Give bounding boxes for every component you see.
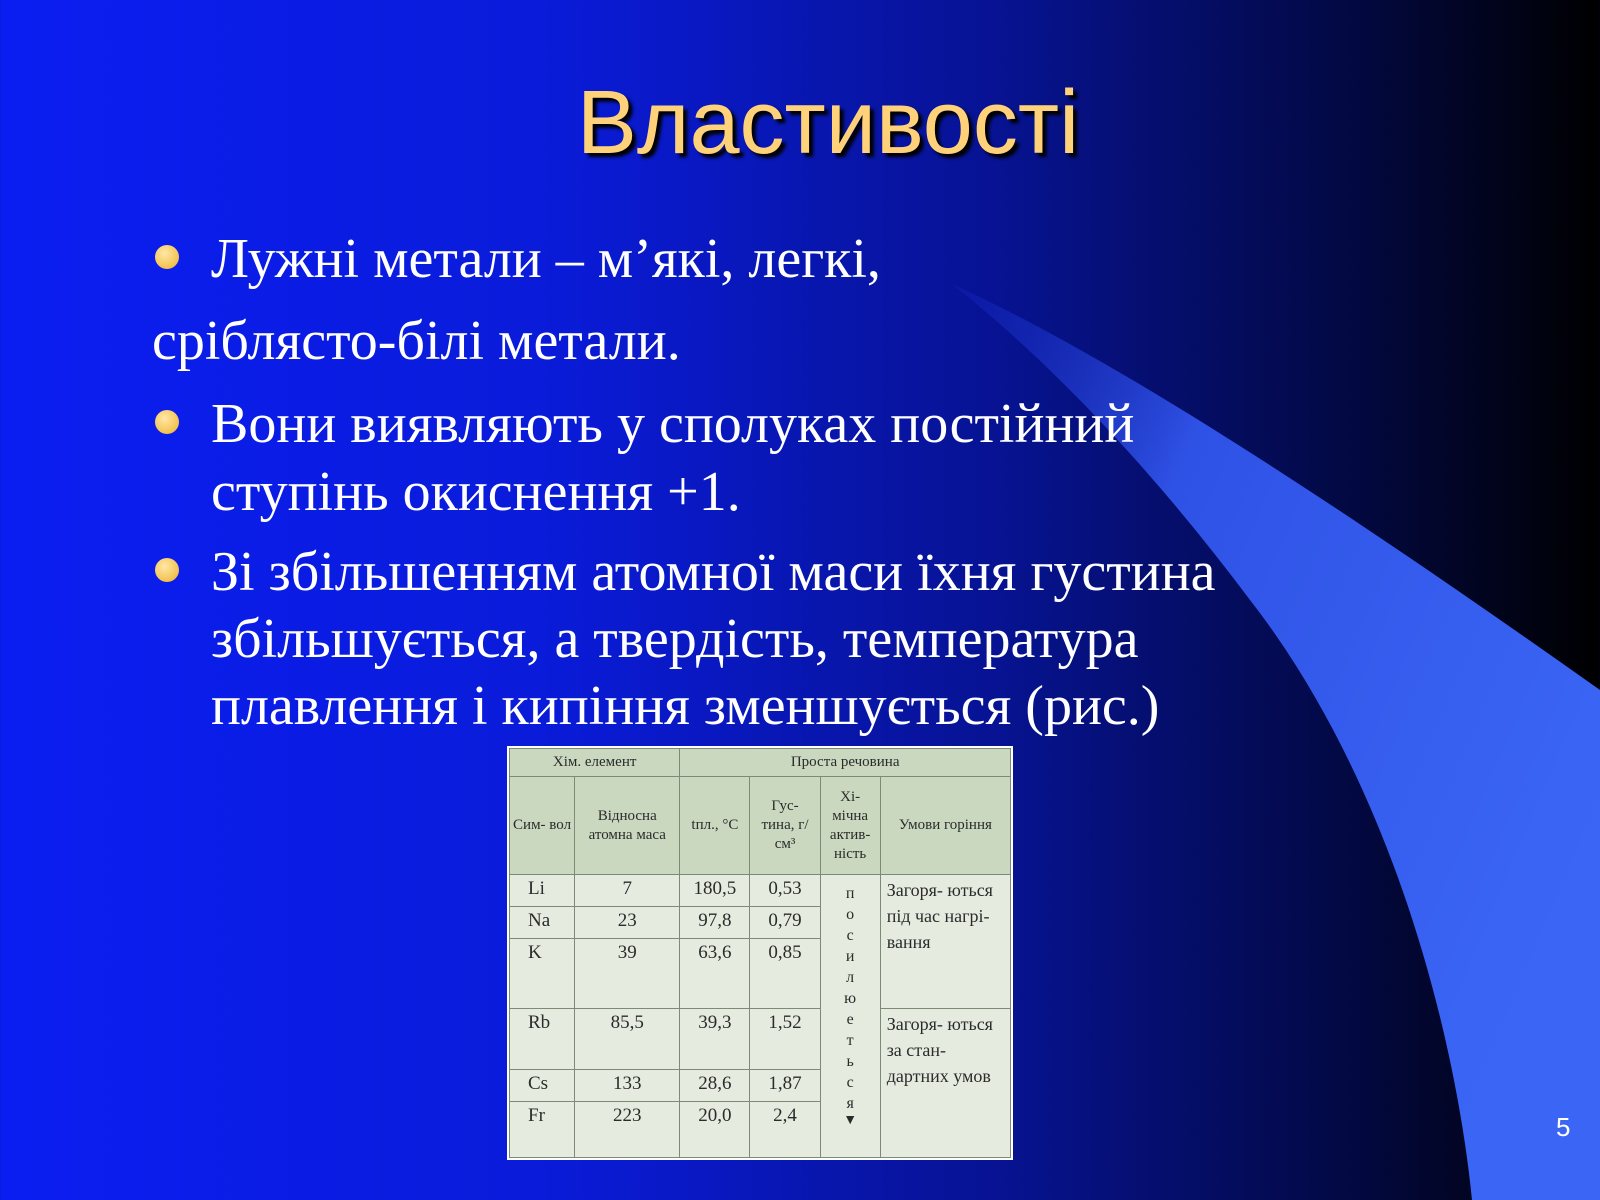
col-header-activity: Хі- мічна актив- ність [820, 777, 880, 875]
col-header-melting-point: tпл., °C [680, 777, 750, 875]
text-line-1: Лужні метали – м’які, легкі, [211, 228, 881, 290]
bullet-icon [155, 410, 179, 434]
text-line-6: збільшується, а твердість, температура [211, 608, 1139, 670]
bullet-icon [155, 245, 179, 269]
arrow-down-icon: ▼ [843, 1113, 858, 1128]
activity-increases-cell: п о с и л ю е т ь с я ▼ [820, 875, 880, 1158]
table-row: Li 7 180,5 0,53 п о с и л ю е т ь с я ▼ Загоря- ються під час нагрі- вання [510, 875, 1011, 907]
table-row: Na 23 97,8 0,79 [510, 907, 1011, 939]
col-header-symbol: Сим- вол [510, 777, 575, 875]
slide-title: Властивості [576, 73, 1080, 173]
text-line-7: плавлення і кипіння зменшується (рис.) [211, 675, 1160, 737]
text-line-2: сріблясто-білі метали. [152, 310, 681, 372]
group-header-element: Хім. елемент [510, 749, 680, 777]
text-line-4: ступінь окиснення +1. [211, 461, 741, 523]
page-number: 5 [1556, 1112, 1571, 1142]
group-header-substance: Проста речовина [680, 749, 1011, 777]
col-header-combustion: Умови горіння [880, 777, 1010, 875]
table-row: K 39 63,6 0,85 [510, 939, 1011, 1009]
table-row: Fr 223 20,0 2,4 [510, 1102, 1011, 1158]
table-row: Rb 85,5 39,3 1,52 Загоря- ються за стан- дартних умов [510, 1009, 1011, 1070]
col-header-density: Гус- тина, г/см³ [750, 777, 820, 875]
text-line-5: Зі збільшенням атомної маси їхня густина [211, 541, 1216, 603]
text-line-3: Вони виявляють у сполуках постійний [211, 393, 1135, 455]
col-header-atomic-mass: Відносна атомна маса [575, 777, 680, 875]
table-row: Cs 133 28,6 1,87 [510, 1070, 1011, 1102]
combustion-condition-heating: Загоря- ються під час нагрі- вання [880, 875, 1010, 1009]
combustion-condition-standard: Загоря- ються за стан- дартних умов [880, 1009, 1010, 1158]
bullet-icon [155, 558, 179, 582]
alkali-metals-table [507, 746, 1013, 1160]
